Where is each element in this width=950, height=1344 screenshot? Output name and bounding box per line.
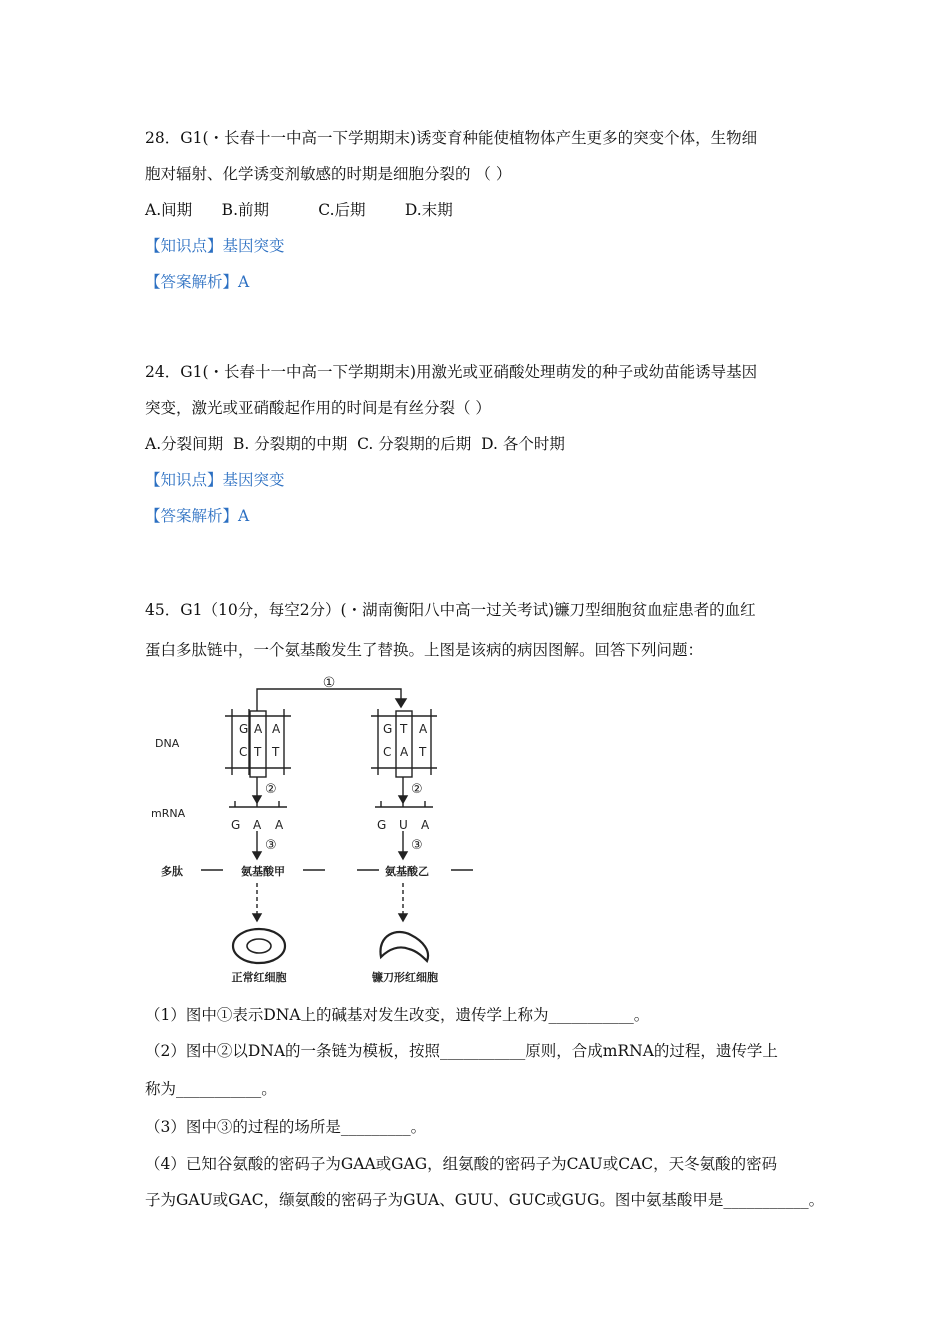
step-2-right-label: ② [411,782,423,797]
step-3-left-label: ③ [265,838,277,853]
step-2-left-label: ② [265,782,277,797]
subquestion-2-line1: （2）图中②以DNA的一条链为模板，按照___________原则，合成mRNA的过程，遗传学上 [145,1042,778,1060]
knowledge-label: 【知识点】 [145,471,223,489]
row-label-peptide: 多肽 [161,865,183,878]
right-mrna-2: U [399,818,408,832]
subquestion-4-line1: （4）已知谷氨酸的密码子为GAA或GAG，组氨酸的密码子为CAU或CAC，天冬氨酸的密码 [145,1155,778,1173]
knowledge-value: 基因突变 [222,237,285,255]
question-24 [145,354,810,534]
subquestion-3: （3）图中③的过程的场所是_________。 [145,1118,427,1136]
amino-acid-left: 氨基酸甲 [241,865,285,878]
amino-acid-right: 氨基酸乙 [385,865,429,878]
subquestion-2-line2: 称为___________。 [145,1080,277,1098]
question-45-subquestions [145,998,825,1218]
question-45-stem-line1: 45．G1（10分，每空2分）(・湖南衡阳八中高一过关考试)镰刀型细胞贫血症患者的血红 [145,601,756,619]
answer-value: A [238,507,250,525]
question-24-stem-line2: 突变，激光或亚硝酸起作用的时间是有丝分裂（ ） [145,399,491,417]
left-dna-top-3: A [272,722,281,736]
question-45 [145,590,815,670]
right-mrna-1: G [377,818,387,832]
subquestion-4-line2: 子为GAU或GAC，缬氨酸的密码子为GUA、GUU、GUC或GUG。图中氨基酸甲是___________。 [145,1191,825,1209]
question-24-stem-line1: 24．G1(・长春十一中高一下学期期末)用激光或亚硝酸处理萌发的种子或幼苗能诱导基因 [145,363,758,381]
answer-value: A [238,273,250,291]
cell-label-normal: 正常红细胞 [231,971,287,984]
left-mrna-3: A [275,818,284,832]
left-dna-top-2: A [254,722,263,736]
left-mrna-2: A [253,818,262,832]
right-mrna-3: A [421,818,430,832]
question-24-answer [145,498,810,534]
question-28-stem-line1: 28．G1(・长春十一中高一下学期期末)诱变育种能使植物体产生更多的突变个体，生物细 [145,129,758,147]
answer-label: 【答案解析】 [145,273,239,291]
question-28-stem-line2: 胞对辐射、化学诱变剂敏感的时期是细胞分裂的 （ ） [145,165,512,183]
answer-label: 【答案解析】 [145,507,239,525]
question-28-options: A.间期 B.前期 C.后期 D.末期 [145,201,453,219]
right-dna-top-3: A [419,722,428,736]
question-24-options: A.分裂间期 B. 分裂期的中期 C. 分裂期的后期 D. 各个时期 [145,435,565,453]
question-28-knowledge [145,228,810,264]
right-dna-top-2: T [400,722,408,736]
question-28 [145,120,810,300]
left-dna-bottom-1: C [239,745,248,759]
sickle-cell-diagram [145,665,485,985]
left-dna-top-1: G [239,722,249,736]
left-mrna-1: G [231,818,241,832]
subquestion-1: （1）图中①表示DNA上的碱基对发生改变，遗传学上称为___________。 [145,1006,650,1024]
cell-label-sickle: 镰刀形红细胞 [372,971,438,984]
step-3-right-label: ③ [411,838,423,853]
right-dna-bottom-3: T [419,745,427,759]
left-dna-bottom-2: T [254,745,262,759]
right-dna-bottom-2: A [400,745,409,759]
step-1-label: ① [322,675,336,691]
knowledge-label: 【知识点】 [145,237,223,255]
question-45-stem-line2: 蛋白多肽链中，一个氨基酸发生了替换。上图是该病的病因图解。回答下列问题： [145,641,704,659]
question-24-knowledge [145,462,810,498]
right-dna-top-1: G [383,722,393,736]
row-label-dna: DNA [155,737,180,750]
left-dna-bottom-3: T [272,745,280,759]
question-28-answer [145,264,810,300]
row-label-mrna: mRNA [151,807,186,820]
right-dna-bottom-1: C [383,745,392,759]
knowledge-value: 基因突变 [222,471,285,489]
